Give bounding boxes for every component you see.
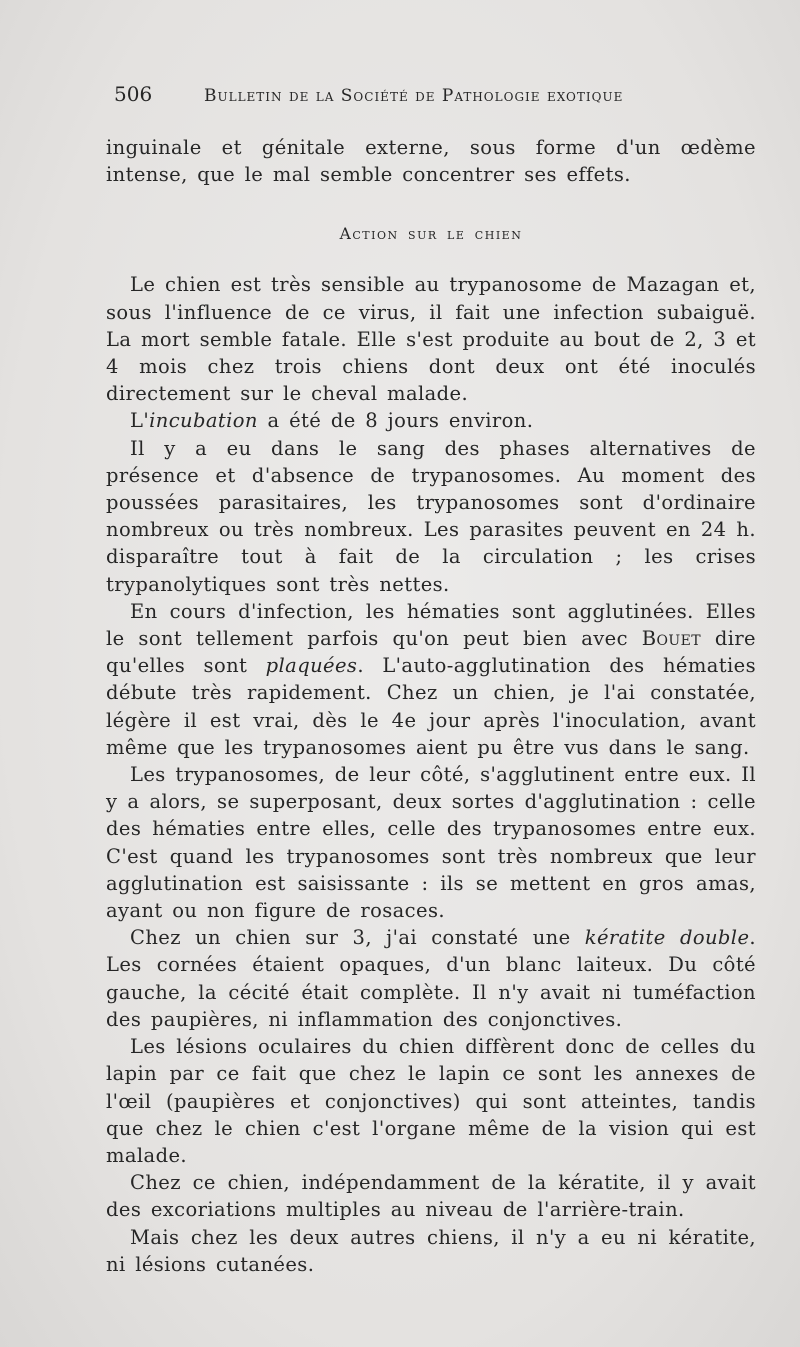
- incubation-post: a été de 8 jours environ.: [257, 409, 534, 433]
- paragraph-agglutination: [106, 598, 756, 761]
- paragraph-blood-phases: Il y a eu dans le sang des phases alternatives de présence et d'absence de trypanosomes. Au moment des poussées parasitaires, les trypanosomes sont d'ordinaire nombreux ou très nombreux. Les parasites peuvent en 24 h. disparaître tout à fait de la circulation ; les crises trypanolytiques sont très nettes.: [106, 436, 756, 596]
- agglutination-term: plaquées: [265, 654, 358, 678]
- agglutination-part3: . L'auto-agglutination des hématies débute très rapidement. Chez un chien, je l'ai constatée, légère il est vrai, dès le 4e jour après l'inoculation, avant même que les trypanosomes aient pu être vus dans le sang.: [106, 654, 756, 759]
- incubation-term: incubation: [149, 409, 258, 433]
- running-title: Bulletin de la Société de Pathologie exotique: [204, 86, 624, 106]
- agglutination-part2: dire qu'elles sont: [106, 627, 756, 678]
- keratitis-term: kératite double: [584, 926, 750, 950]
- page-number: 506: [114, 82, 153, 106]
- paragraph-ocular-lesions: Les lésions oculaires du chien diffèrent donc de celles du lapin par ce fait que chez le lapin ce sont les annexes de l'œil (paupières et conjonctives) qui sont atteintes, tandis que chez le chien c'est l'organe même de la vision qui est malade.: [106, 1035, 756, 1167]
- page-header: [114, 82, 674, 116]
- section-heading: Action sur le chien: [339, 225, 523, 244]
- author-name: Bouet: [641, 627, 701, 651]
- agglutination-part1: En cours d'infection, les hématies sont agglutinées. Elles le sont tellement parfois qu'on peut bien avec: [106, 599, 756, 651]
- paragraph-excoriations: Chez ce chien, indépendamment de la kératite, il y avait des excoriations multiples au niveau de l'arrière-train.: [106, 1171, 756, 1222]
- paragraph-incubation: [106, 407, 756, 434]
- paragraph-other-dogs: Mais chez les deux autres chiens, il n'y a eu ni kératite, ni lésions cutanées.: [106, 1225, 756, 1276]
- paragraph-sensitivity: Le chien est très sensible au trypanosome de Mazagan et, sous l'influence de ce virus, il fait une infection subaiguë. La mort semble fatale. Elle s'est produite au bout de 2, 3 et 4 mois chez trois chiens dont deux ont été inoculés directement sur le cheval malade.: [106, 273, 756, 406]
- intro-paragraph: inguinale et génitale externe, sous forme d'un œdème intense, que le mal semble concentrer ses effets.: [106, 136, 756, 187]
- paragraph-trypanosome-agglutination: Les trypanosomes, de leur côté, s'agglutinent entre eux. Il y a alors, se superposant, deux sortes d'agglutination : celle des hématies entre elles, celle des trypanosomes entre eux. C'est quand les trypanosomes sont très nombreux que leur agglutination est saisissante : ils se mettent en gros amas, ayant ou non figure de rosaces.: [106, 763, 756, 923]
- keratitis-pre: Chez un chien sur 3, j'ai constaté une: [130, 926, 585, 950]
- keratitis-post: . Les cornées étaient opaques, d'un blanc laiteux. Du côté gauche, la cécité était complète. Il n'y avait ni tuméfaction des paupières, ni inflammation des conjonctives.: [106, 926, 756, 1031]
- incubation-pre: L': [130, 409, 150, 433]
- body-text: [106, 134, 756, 1278]
- paragraph-keratitis: [106, 924, 756, 1033]
